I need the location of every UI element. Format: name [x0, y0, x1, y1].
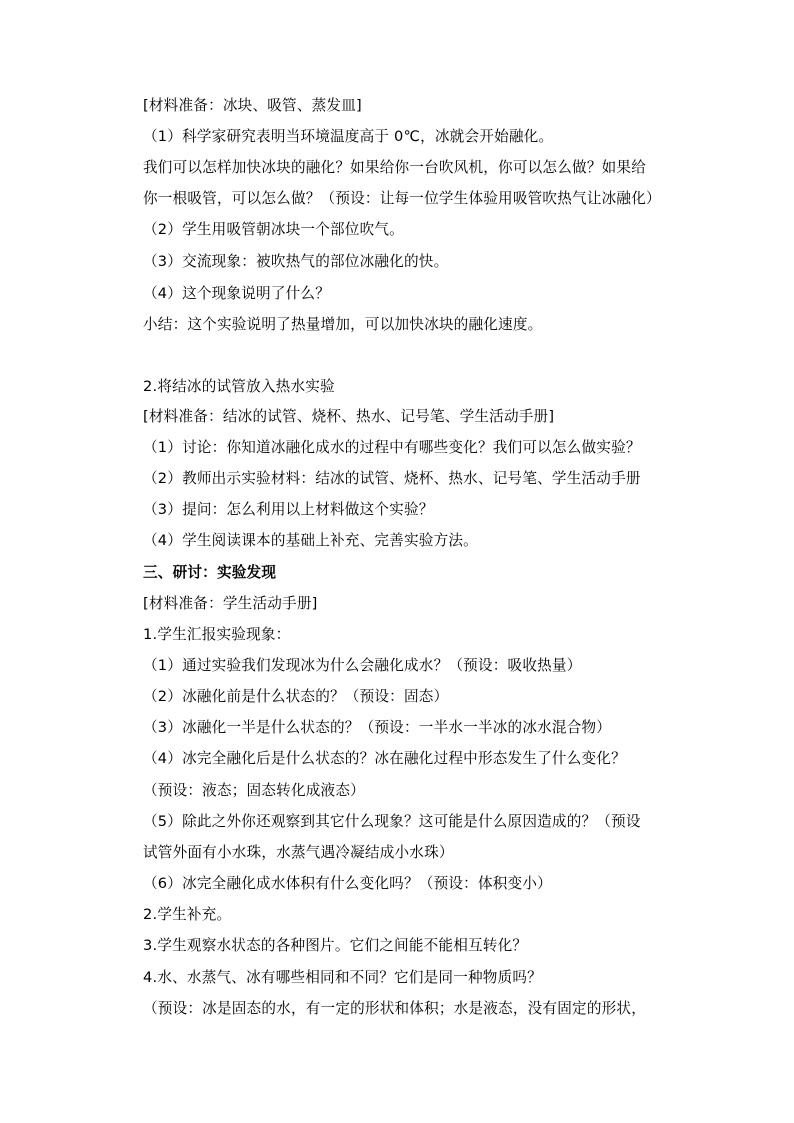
text-line: （2）教师出示实验材料：结冰的试管、烧杯、热水、记号笔、学生活动手册	[143, 470, 641, 487]
text-line: （预设：液态；固态转化成液态）	[143, 782, 365, 799]
text-line: （预设：冰是固态的水，有一定的形状和体积；水是液态，没有固定的形状，	[143, 1000, 646, 1017]
text-line: 1.学生汇报实验现象：	[143, 626, 291, 643]
text-line: （3）冰融化一半是什么状态的？（预设：一半水一半冰的冰水混合物）	[143, 719, 612, 736]
text-line: 我们可以怎样加快冰块的融化？如果给你一台吹风机，你可以怎么做？如果给	[143, 159, 646, 176]
text-line: （4）学生阅读课本的基础上补充、完善实验方法。	[143, 532, 478, 549]
text-line: （5）除此之外你还观察到其它什么现象？这可能是什么原因造成的？（预设	[143, 813, 641, 830]
text-line: （1）通过实验我们发现冰为什么会融化成水？（预设：吸收热量）	[143, 657, 582, 674]
text-line: 小结：这个实验说明了热量增加，可以加快冰块的融化速度。	[143, 316, 543, 333]
text-line: 4.水、水蒸气、冰有哪些相同和不同？它们是同一种物质吗？	[143, 969, 542, 986]
text-line: （2）学生用吸管朝冰块一个部位吹气。	[143, 221, 404, 238]
text-line: （1）科学家研究表明当环境温度高于 0℃，冰就会开始融化。	[143, 128, 554, 145]
text-line: [材料准备：冰块、吸管、蒸发皿]	[143, 97, 362, 114]
text-line: （1）讨论：你知道冰融化成水的过程中有哪些变化？我们可以怎么做实验？	[143, 439, 641, 456]
text-line: （4）冰完全融化后是什么状态的？冰在融化过程中形态发生了什么变化？	[143, 750, 626, 767]
text-line: 3.学生观察水状态的各种图片。它们之间能不能相互转化？	[143, 937, 528, 954]
text-line: （6）冰完全融化成水体积有什么变化吗？（预设：体积变小）	[143, 875, 552, 892]
text-line: 2.学生补充。	[143, 906, 232, 923]
text-line: 试管外面有小水珠，水蒸气遇冷凝结成小水珠）	[143, 844, 454, 861]
text-line: [材料准备：结冰的试管、烧杯、热水、记号笔、学生活动手册]	[143, 408, 555, 425]
text-line: 你一根吸管，可以怎么做？（预设：让每一位学生体验用吸管吹热气让冰融化）	[143, 190, 661, 207]
text-line: （3）提问：怎么利用以上材料做这个实验？	[143, 501, 434, 518]
text-line: （3）交流现象：被吹热气的部位冰融化的快。	[143, 253, 449, 270]
text-line: [材料准备：学生活动手册]	[143, 595, 318, 612]
section-heading: 2.将结冰的试管放入热水实验	[143, 378, 335, 395]
text-line: （4）这个现象说明了什么？	[143, 285, 331, 302]
text-line: （2）冰融化前是什么状态的？（预设：固态）	[143, 688, 449, 705]
section-title: 三、研讨：实验发现	[143, 564, 277, 581]
